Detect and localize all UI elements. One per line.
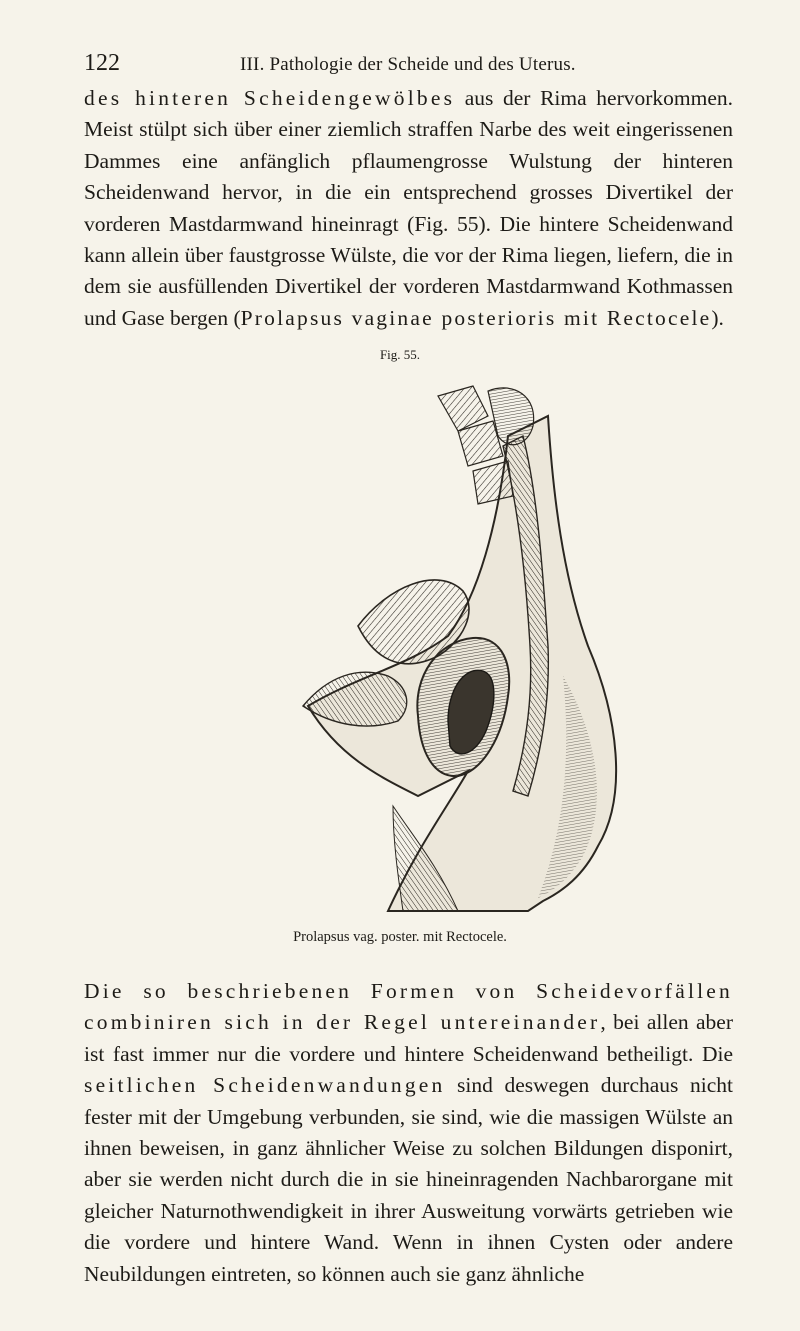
figure-caption: Prolapsus vag. poster. mit Rectocele.	[293, 929, 507, 945]
emphasis-text: Die so beschriebenen Formen von Scheidevorfällen combiniren sich in der Regel untereinander	[84, 979, 733, 1035]
anatomical-illustration	[298, 376, 628, 916]
paragraph-1	[84, 83, 733, 334]
body-text: , bei allen aber ist fast immer nur die vordere und hintere Scheidenwand betheiligt. Die	[84, 1010, 733, 1066]
body-text: aus der Rima hervorkommen. Meist stülpt sich über einer ziemlich straffen Narbe des weit eingerissenen Dammes eine anfänglich pflaumengrosse Wulstung der hinteren Scheidenwand hervor, in die ein entsprechend grosses Divertikel der vorderen Mastdarmwand hineinragt (Fig. 55). Die hintere Scheidenwand kann allein über faustgrosse Wülste, die vor der Rima liegen, liefern, die in dem sie ausfüllenden Divertikel der vorderen Mastdarmwand Kothmassen und Gase bergen (	[84, 86, 733, 330]
emphasis-text: des hinteren Scheidengewölbes	[84, 86, 456, 110]
paragraph-2	[84, 976, 733, 1290]
body-text: ).	[711, 305, 724, 330]
figure-label: Fig. 55.	[379, 347, 421, 362]
page-number: 122	[84, 50, 120, 76]
body-text: sind deswegen durchaus nicht fester mit der Umgebung verbunden, sie sind, wie die massigen Wülste an ihnen beweisen, in ganz ähnlicher Weise zu solchen Bildungen disponirt, aber sie werden nicht durch die in sie hineinragenden Nachbarorgane mit gleicher Naturnothwendigkeit in ihrer Ausweitung vorwärts getrieben wie die vordere und hintere Wand. Wenn in ihnen Cysten oder andere Neubildungen eintreten, so können auch sie ganz ähnliche	[84, 1073, 733, 1286]
emphasis-text: Prolapsus vaginae posterioris mit Rectocele	[240, 305, 712, 330]
running-head: III. Pathologie der Scheide und des Uterus.	[240, 54, 576, 75]
emphasis-text: seitlichen Scheidenwandungen	[84, 1073, 446, 1098]
page-header	[84, 50, 734, 82]
